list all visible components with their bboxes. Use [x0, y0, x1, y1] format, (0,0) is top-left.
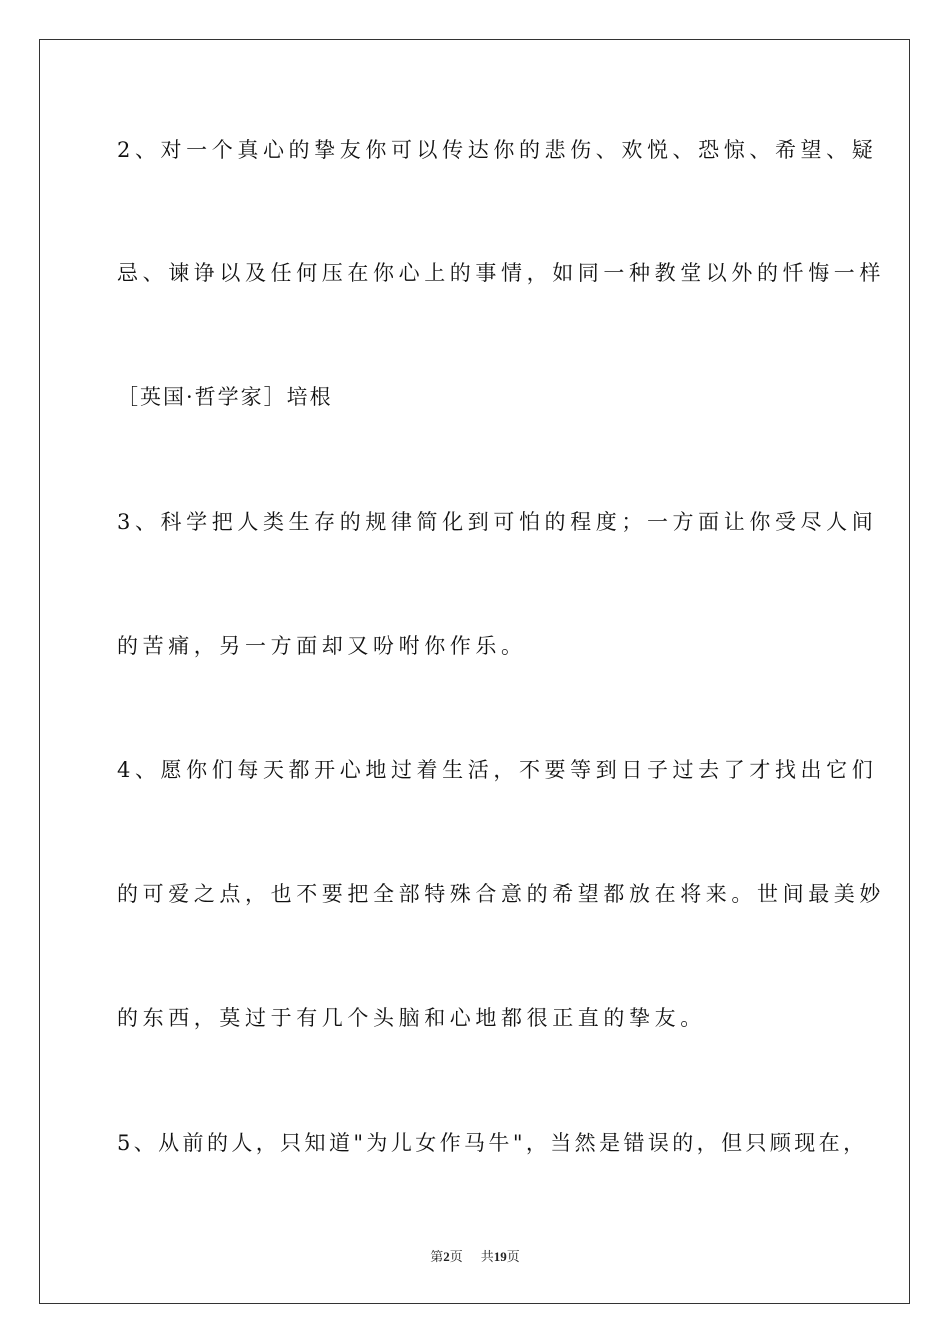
total-prefix: 共 [480, 1249, 494, 1264]
text-line: 的苦痛，另一方面却又吩咐你作乐。 [117, 634, 527, 658]
text-line: 的东西，莫过于有几个头脑和心地都很正直的挚友。 [117, 1006, 706, 1030]
text-line: 2、对一个真心的挚友你可以传达你的悲伤、欢悦、恐惊、希望、疑 [117, 138, 878, 162]
page-frame [39, 39, 910, 1304]
page-suffix: 页 [449, 1249, 463, 1264]
page-prefix: 第 [430, 1249, 444, 1264]
total-pages: 19 [493, 1249, 507, 1264]
page-number: 2 [443, 1249, 450, 1264]
total-suffix: 页 [506, 1249, 520, 1264]
text-line: 3、科学把人类生存的规律简化到可怕的程度；一方面让你受尽人间 [117, 510, 878, 534]
attribution-line: ［英国·哲学家］培根 [117, 385, 333, 409]
page-footer [0, 1248, 950, 1266]
text-line: 忌、谏诤以及任何压在你心上的事情，如同一种教堂以外的忏悔一样 [117, 261, 885, 285]
text-line: 4、愿你们每天都开心地过着生活，不要等到日子过去了才找出它们 [117, 758, 878, 782]
text-line: 的可爱之点，也不要把全部特殊合意的希望都放在将来。世间最美妙 [117, 882, 885, 906]
text-line: 5、从前的人，只知道"为儿女作马牛"，当然是错误的，但只顾现在， [117, 1131, 868, 1155]
